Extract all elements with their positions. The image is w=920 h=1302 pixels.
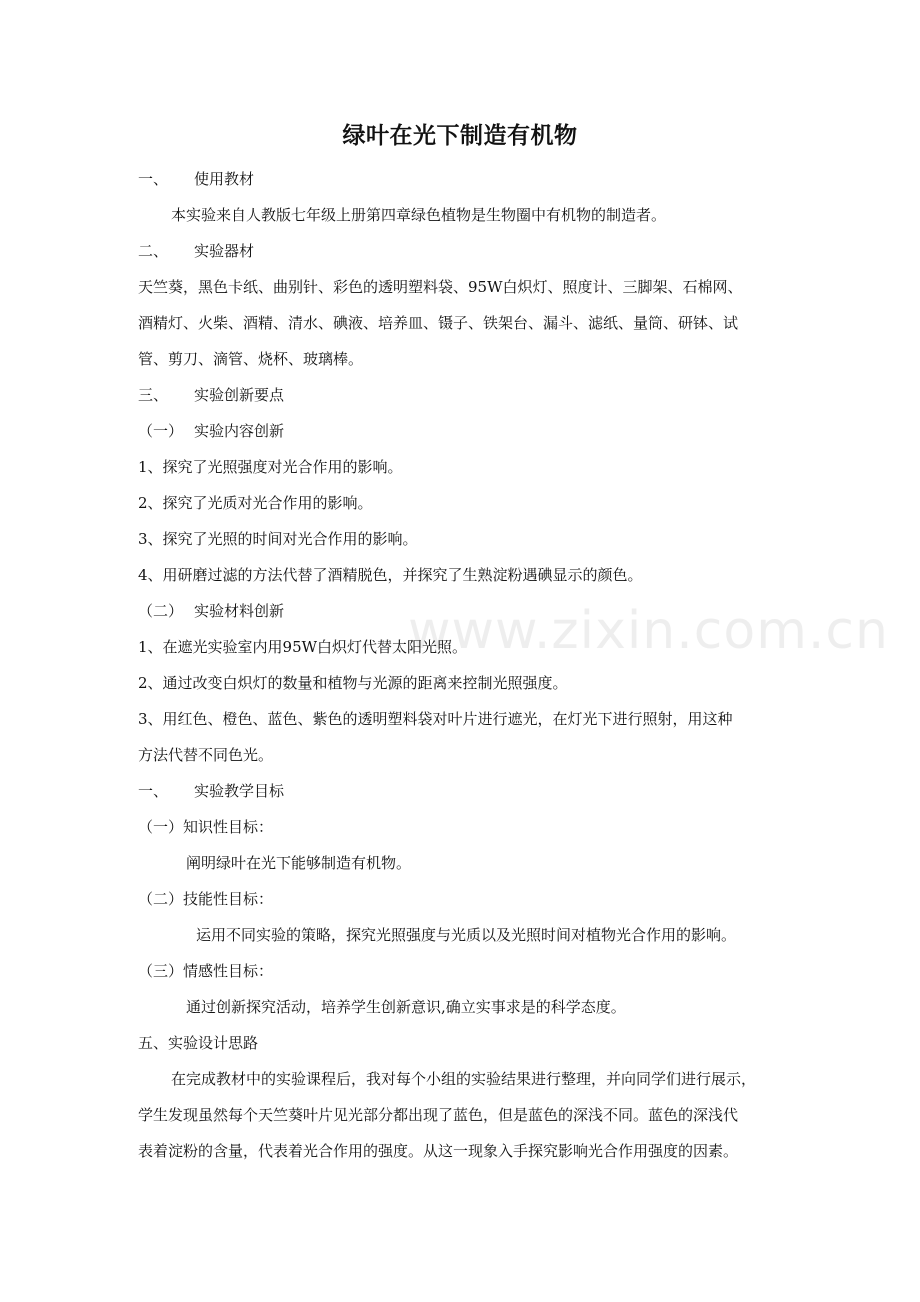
section-heading-2 [138, 240, 788, 262]
list-item-continuation: 方法代替不同色光。 [138, 746, 274, 764]
subsection-heading: （二）技能性目标： [138, 890, 274, 908]
section-heading-3 [138, 384, 788, 406]
section-title: 实验器材 [194, 242, 255, 260]
paragraph-line: 在完成教材中的实验课程后，我对每个小组的实验结果进行整理，并向同学们进行展示， [171, 1070, 757, 1088]
section-heading-1 [138, 168, 788, 190]
list-item: 1、在遮光实验室内用95W白炽灯代替太阳光照。 [138, 638, 468, 656]
list-item: 2、通过改变白炽灯的数量和植物与光源的距离来控制光照强度。 [138, 674, 568, 692]
subsection-number: （二） [138, 602, 184, 620]
paragraph-line: 酒精灯、火柴、酒精、清水、碘液、培养皿、镊子、铁架台、漏斗、滤纸、量筒、研钵、试 [138, 314, 739, 332]
section-heading-5: 五、实验设计思路 [138, 1034, 259, 1052]
section-heading-4 [138, 780, 788, 802]
subsection-title: 实验材料创新 [194, 602, 285, 620]
paragraph-line: 天竺葵，黑色卡纸、曲别针、彩色的透明塑料袋、95W白炽灯、照度计、三脚架、石棉网、 [138, 278, 743, 296]
subsection-heading [138, 420, 788, 442]
paragraph-line: 通过创新探究活动，培养学生创新意识,确立实事求是的科学态度。 [186, 998, 626, 1016]
paragraph-line: 管、剪刀、滴管、烧杯、玻璃棒。 [138, 350, 364, 368]
paragraph-line: 本实验来自人教版七年级上册第四章绿色植物是生物圈中有机物的制造者。 [171, 206, 667, 224]
subsection-heading: （三）情感性目标： [138, 962, 274, 980]
list-item: 3、探究了光照的时间对光合作用的影响。 [138, 530, 418, 548]
paragraph-line: 表着淀粉的含量，代表着光合作用的强度。从这一现象入手探究影响光合作用强度的因素。 [138, 1142, 739, 1160]
watermark: www.zixin.com.cn [408, 601, 889, 661]
section-title: 实验创新要点 [194, 386, 285, 404]
section-title: 实验教学目标 [194, 782, 285, 800]
section-number: 一、 [138, 170, 169, 188]
subsection-title: 实验内容创新 [194, 422, 285, 440]
document-title: 绿叶在光下制造有机物 [342, 123, 578, 149]
section-number: 三、 [138, 386, 169, 404]
section-title: 使用教材 [194, 170, 255, 188]
section-number: 二、 [138, 242, 169, 260]
list-item: 4、用研磨过滤的方法代替了酒精脱色，并探究了生熟淀粉遇碘显示的颜色。 [138, 566, 643, 584]
subsection-heading [138, 600, 788, 622]
list-item: 1、探究了光照强度对光合作用的影响。 [138, 458, 403, 476]
section-number: 一、 [138, 782, 169, 800]
paragraph-line: 学生发现虽然每个天竺葵叶片见光部分都出现了蓝色，但是蓝色的深浅不同。蓝色的深浅代 [138, 1106, 739, 1124]
subsection-number: （一） [138, 422, 184, 440]
list-item: 2、探究了光质对光合作用的影响。 [138, 494, 373, 512]
paragraph-line: 运用不同实验的策略，探究光照强度与光质以及光照时间对植物光合作用的影响。 [196, 926, 737, 944]
subsection-heading: （一）知识性目标： [138, 818, 274, 836]
paragraph-line: 阐明绿叶在光下能够制造有机物。 [186, 854, 412, 872]
list-item: 3、用红色、橙色、蓝色、紫色的透明塑料袋对叶片进行遮光，在灯光下进行照射，用这种 [138, 710, 733, 728]
